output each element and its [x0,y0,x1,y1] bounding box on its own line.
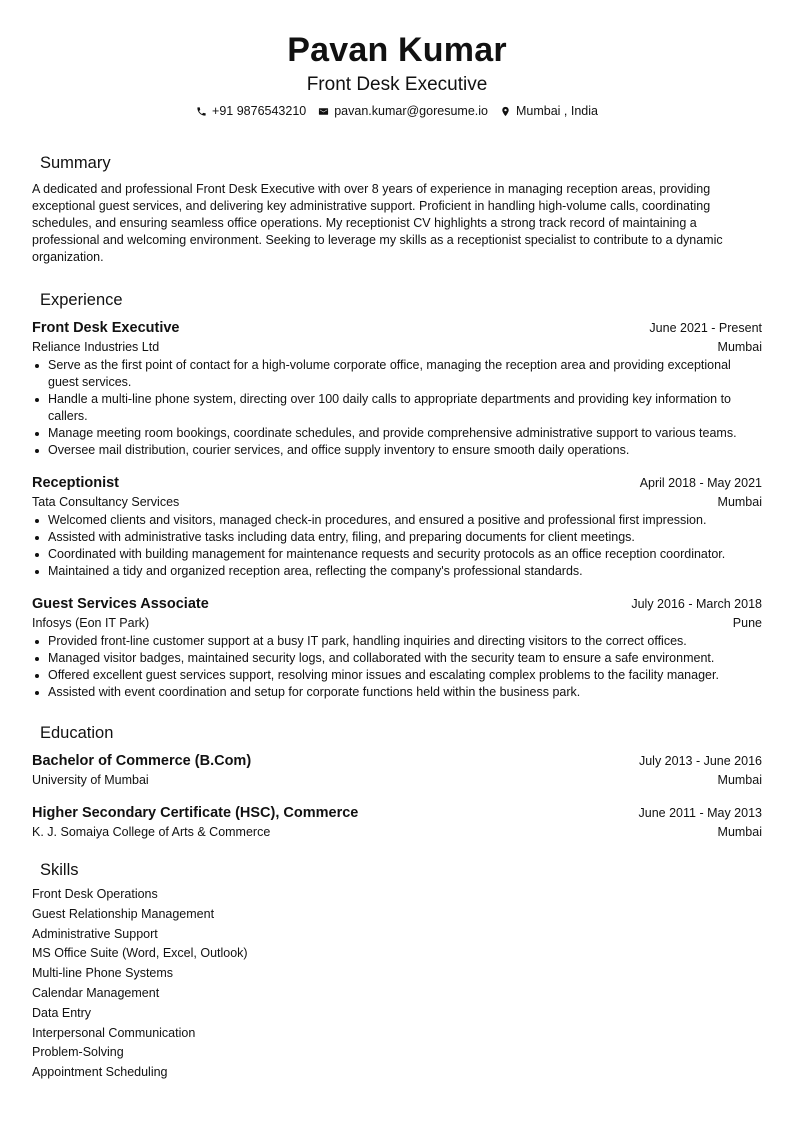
job-dates: April 2018 - May 2021 [639,476,762,490]
degree-dates: July 2013 - June 2016 [638,754,762,768]
map-pin-icon [500,106,511,117]
job-company: Tata Consultancy Services [32,495,180,509]
list-item: Handle a multi-line phone system, directing over 100 daily calls to appropriate departments and providing key information to callers. [32,391,762,425]
skills-list [32,885,762,1083]
job-company: Infosys (Eon IT Park) [32,616,150,630]
list-item: Serve as the first point of contact for a high-volume corporate office, managing the reception area and providing exceptional guest services. [32,357,762,391]
list-item: Provided front-line customer support at a busy IT park, handling inquiries and directing visitors to the correct offices. [32,633,762,650]
degree-dates: June 2011 - May 2013 [638,806,762,820]
candidate-name: Pavan Kumar [287,31,507,69]
contact-email [318,103,488,119]
experience-entry [32,595,762,701]
skill-item: Administrative Support [32,926,158,941]
job-location: Mumbai [717,495,762,509]
degree-title: Higher Secondary Certificate (HSC), Commerce [32,805,359,821]
skill-item: Appointment Scheduling [32,1065,168,1080]
list-item: Welcomed clients and visitors, managed check-in procedures, and ensured a positive and professional first impression. [32,512,762,529]
skill-item: Multi-line Phone Systems [32,966,174,981]
phone-icon [196,106,207,117]
school-location: Mumbai [717,773,762,787]
job-bullets [32,512,762,580]
skill-item: MS Office Suite (Word, Excel, Outlook) [32,946,248,961]
job-title: Receptionist [32,475,120,491]
contact-location [500,103,598,119]
job-title: Guest Services Associate [32,596,209,612]
job-location: Pune [732,616,762,630]
degree-title: Bachelor of Commerce (B.Com) [32,753,252,769]
skills-section [32,860,762,1083]
skill-item: Problem-Solving [32,1045,124,1060]
experience-entry [32,319,762,459]
list-item: Coordinated with building management for maintenance requests and security protocols as an office reception coordinator. [32,546,762,563]
envelope-icon [318,106,329,117]
job-bullets [32,357,762,459]
job-location: Mumbai [717,340,762,354]
list-item: Offered excellent guest services support, resolving minor issues and escalating complex problems to the facility manager. [32,667,762,684]
list-item: Maintained a tidy and organized reception area, reflecting the company's professional standards. [32,563,762,580]
summary-text: A dedicated and professional Front Desk Executive with over 8 years of experience in managing reception areas, providing exceptional guest services, and delivering key administrative support. Proficient in handling high-volume calls, coordinating schedules, and ensuring seamless office operations. My receptionist CV highlights a strong track record of maintaining a professional and welcoming environment. Seeking to leverage my skills as a receptionist specialist to contribute to a dynamic organization. [32,182,723,264]
school-name: K. J. Somaiya College of Arts & Commerce [32,825,271,839]
summary-heading: Summary [40,154,111,172]
school-name: University of Mumbai [32,773,149,787]
summary-section [32,153,762,266]
list-item: Assisted with administrative tasks including data entry, filing, and preparing documents for client meetings. [32,529,762,546]
experience-section [32,290,762,701]
skill-item: Calendar Management [32,985,160,1000]
education-entry [32,804,762,840]
skill-item: Data Entry [32,1005,92,1020]
email-text: pavan.kumar@goresume.io [334,104,488,118]
contact-line [32,103,762,119]
skill-item: Guest Relationship Management [32,906,215,921]
resume-header [32,30,762,119]
candidate-role: Front Desk Executive [306,74,488,95]
list-item: Manage meeting room bookings, coordinate schedules, and provide comprehensive administrative support to various teams. [32,425,762,442]
list-item: Assisted with event coordination and setup for corporate functions held within the business park. [32,684,762,701]
location-text: Mumbai , India [515,104,598,118]
phone-text: +91 9876543210 [212,104,307,118]
resume-page [32,0,762,1083]
skill-item: Interpersonal Communication [32,1025,196,1040]
education-heading: Education [40,724,114,742]
skills-heading: Skills [40,861,79,879]
experience-entry [32,474,762,580]
skill-item: Front Desk Operations [32,887,158,901]
education-entry [32,752,762,788]
list-item: Oversee mail distribution, courier services, and office supply inventory to ensure smooth daily operations. [32,442,762,459]
education-section [32,723,762,840]
school-location: Mumbai [717,825,762,839]
list-item: Managed visitor badges, maintained security logs, and collaborated with the security team to ensure a safe environment. [32,650,762,667]
job-title: Front Desk Executive [32,320,180,336]
job-dates: July 2016 - March 2018 [631,597,762,611]
experience-heading: Experience [40,291,123,309]
job-bullets [32,633,762,701]
job-dates: June 2021 - Present [649,321,762,335]
job-company: Reliance Industries Ltd [32,340,160,354]
contact-phone [196,103,306,119]
